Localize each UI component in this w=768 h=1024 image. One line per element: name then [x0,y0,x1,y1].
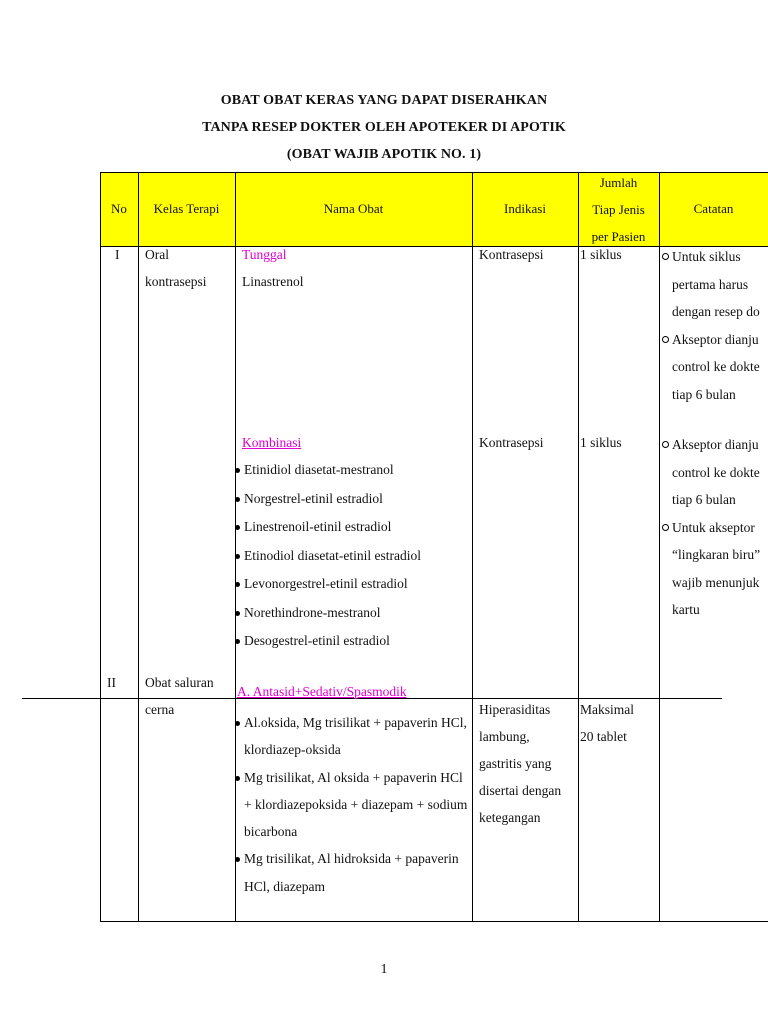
catatan-item [662,431,760,514]
list-item: Etinodiol diasetat-etinil estradiol [235,542,421,571]
tunggal-item: Linastrenol [242,274,304,289]
row-2-kelas-line-2: cerna [145,702,175,717]
catatan-line: pertama harus [672,276,749,292]
col-border-1 [138,172,139,922]
header-catatan: Catatan [693,201,734,216]
table-top-border [100,172,768,173]
col-border-3 [472,172,473,922]
header-jumlah [578,172,659,246]
catatan-item [662,243,760,326]
indikasi-line: Hiperasiditas [479,702,551,717]
header-jumlah-line-2: Tiap Jenis [592,201,645,217]
col-border-5 [659,172,660,922]
tunggal-catatan-list [662,243,760,408]
row-2-jumlah [580,696,634,750]
list-item: Etinidiol diasetat-mestranol [235,456,421,485]
document-title-line-3: (OBAT WAJIB APOTIK NO. 1) [286,147,482,162]
header-kelas-terapi: Kelas Terapi [153,201,220,216]
kombinasi-catatan-list [662,431,760,624]
catatan-line: dengan resep do [672,304,760,319]
row-2-no: II [107,675,116,690]
catatan-line: “lingkaran biru” [672,547,761,562]
catatan-line: Untuk siklus [672,249,741,264]
page-number: 1 [380,962,388,977]
table-bottom-border [100,921,768,922]
indikasi-line: disertai dengan [479,783,562,798]
list-item: Levonorgestrel-etinil estradiol [235,570,421,599]
indikasi-line: lambung, [479,729,530,744]
catatan-line: control ke dokte [672,359,760,374]
header-nama-obat: Nama Obat [323,201,384,216]
kombinasi-indikasi: Kontrasepsi [479,435,544,450]
catatan-item [662,326,760,409]
tunggal-indikasi: Kontrasepsi [479,247,544,262]
catatan-line: Untuk akseptor [672,519,755,535]
list-item: Norgestrel-etinil estradiol [235,485,421,514]
list-item: Al.oksida, Mg trisilikat + papaverin HCl, klordiazep-oksida [235,709,472,764]
indikasi-line: ketegangan [479,810,541,825]
header-jumlah-line-3: per Pasien [591,228,646,244]
indikasi-line: gastritis yang [479,756,552,771]
catatan-line: Akseptor dianju [672,331,759,347]
document-title-line-1: OBAT OBAT KERAS YANG DAPAT DISERAHKAN [220,93,548,108]
catatan-line: kartu [672,602,700,617]
catatan-item [662,514,760,624]
list-item: Norethindrone-mestranol [235,599,421,628]
list-item: Mg trisilikat, Al oksida + papaverin HCl + klordiazepoksida + diazepam + sodium bicarbona [235,764,472,846]
header-indikasi: Indikasi [504,201,546,216]
document-title-line-2: TANPA RESEP DOKTER OLEH APOTEKER DI APOTIK [202,120,566,135]
catatan-line: wajib menunjuk [672,574,760,590]
catatan-line: tiap 6 bulan [672,492,736,507]
tunggal-label: Tunggal [242,247,287,262]
row-2-indikasi [479,696,561,831]
header-no: No [111,201,127,216]
jumlah-line: 20 tablet [580,729,627,744]
jumlah-line: Maksimal [580,702,634,717]
catatan-line: tiap 6 bulan [672,386,736,402]
catatan-line: Akseptor dianju [672,437,759,452]
tunggal-jumlah: 1 siklus [580,247,622,262]
col-border-0 [100,172,101,922]
col-border-4 [578,172,579,922]
catatan-line: control ke dokte [672,464,760,480]
row-2-kelas-line-1: Obat saluran [145,675,214,690]
header-jumlah-line-1: Jumlah [599,174,638,190]
antasid-group-link[interactable]: A. Antasid+Sedativ/Spasmodik [237,684,407,699]
row-1-kelas-line-2: kontrasepsi [145,274,207,289]
kombinasi-jumlah: 1 siklus [580,435,622,450]
kombinasi-list [235,456,421,656]
antasid-list [235,709,472,900]
row-1-no: I [115,247,120,262]
list-item: Mg trisilikat, Al hidroksida + papaverin HCl, diazepam [235,845,472,900]
kombinasi-link[interactable]: Kombinasi [242,435,302,450]
list-item: Linestrenoil-etinil estradiol [235,513,421,542]
row-1-kelas-line-1: Oral [145,247,169,262]
list-item: Desogestrel-etinil estradiol [235,627,421,656]
